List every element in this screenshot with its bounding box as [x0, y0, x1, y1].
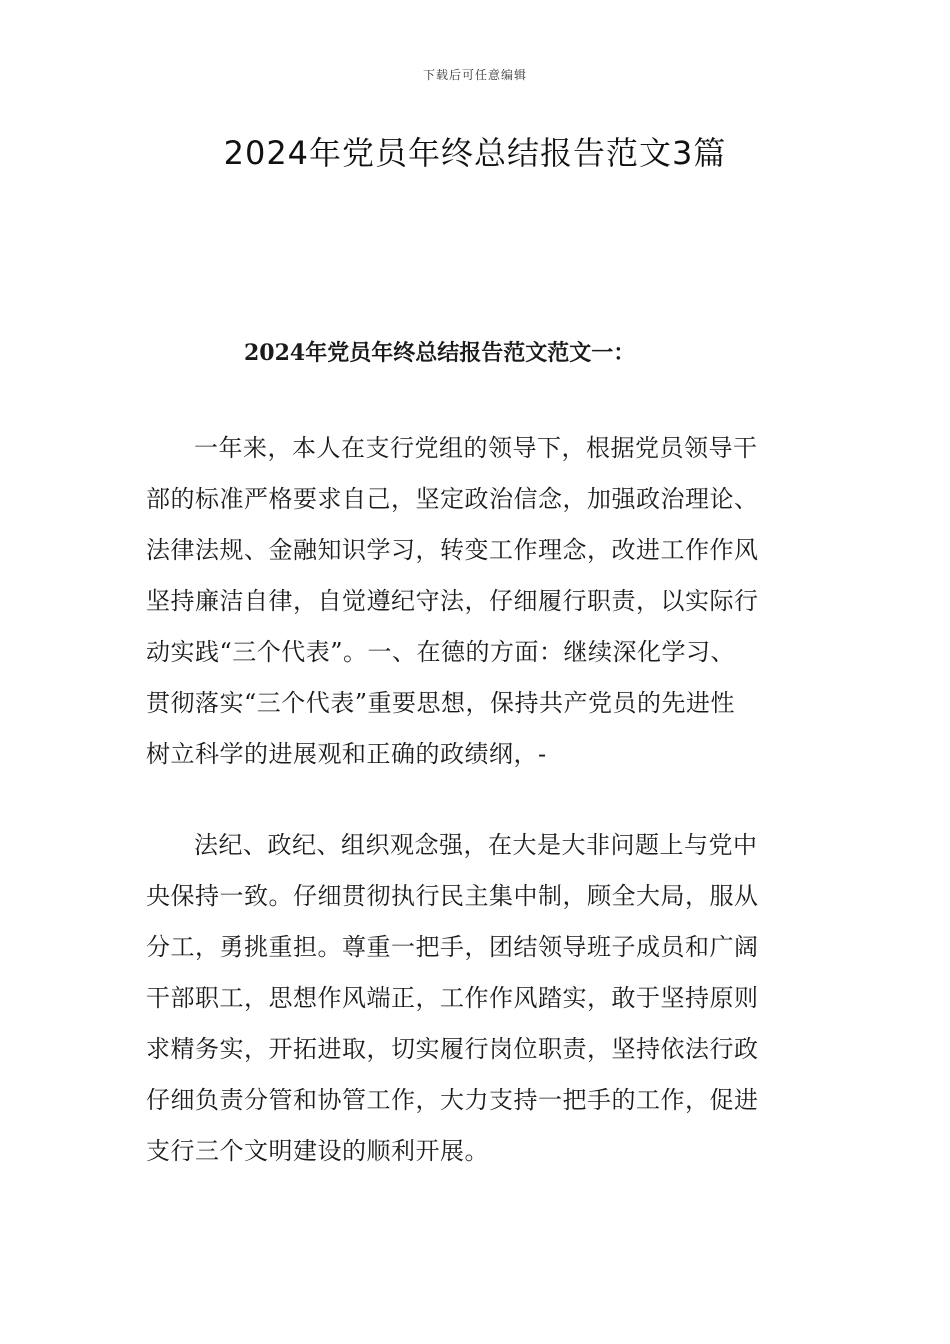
paragraph-line: 树立科学的进展观和正确的政绩纲，- [146, 740, 547, 768]
document-title: 2024年党员年终总结报告范文3篇 [223, 134, 727, 172]
paragraph-line: 动实践“三个代表”。一、在德的方面：继续深化学习、 [146, 638, 736, 666]
paragraph-line: 求精务实，开拓进取，切实履行岗位职责，坚持依法行政 [146, 1035, 759, 1063]
paragraph-line: 干部职工，思想作风端正，工作作风踏实，敢于坚持原则 [146, 984, 759, 1012]
paragraph-2 [146, 820, 810, 1177]
paragraph-line: 法纪、政纪、组织观念强，在大是大非问题上与党中 [194, 831, 758, 859]
section-heading: 2024年党员年终总结报告范文范文一： [244, 340, 636, 366]
paragraph-line: 支行三个文明建设的顺利开展。 [146, 1137, 489, 1165]
paragraph-line: 一年来，本人在支行党组的领导下，根据党员领导干 [194, 434, 758, 462]
paragraph-line: 贯彻落实“三个代表”重要思想，保持共产党员的先进性 [146, 689, 736, 717]
paragraph-line: 部的标准严格要求自己，坚定政治信念，加强政治理论、 [146, 485, 759, 513]
paragraph-line: 仔细负责分管和协管工作，大力支持一把手的工作，促进 [146, 1086, 759, 1114]
paragraph-line: 坚持廉洁自律，自觉遵纪守法，仔细履行职责，以实际行 [146, 587, 759, 615]
header-note: 下载后可任意编辑 [422, 68, 527, 82]
paragraph-1 [146, 423, 810, 780]
paragraph-line: 央保持一致。仔细贯彻执行民主集中制，顾全大局，服从 [146, 882, 759, 910]
paragraph-line: 法律法规、金融知识学习，转变工作理念，改进工作作风 [146, 536, 759, 564]
paragraph-line: 分工，勇挑重担。尊重一把手，团结领导班子成员和广阔 [146, 933, 759, 961]
